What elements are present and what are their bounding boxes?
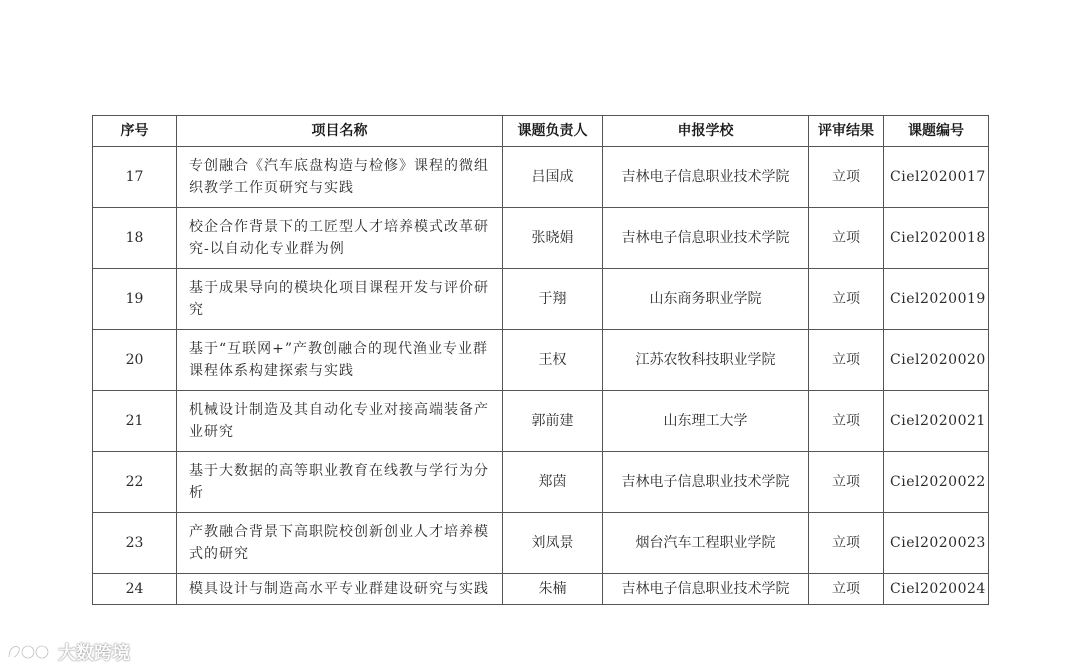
cell-code: Ciel2020021 bbox=[884, 391, 989, 452]
cell-no: 23 bbox=[93, 513, 177, 574]
cell-project-name: 产教融合背景下高职院校创新创业人才培养模式的研究 bbox=[177, 513, 503, 574]
cell-school: 山东理工大学 bbox=[603, 391, 809, 452]
header-no: 序号 bbox=[93, 116, 177, 147]
cell-result: 立项 bbox=[809, 269, 884, 330]
cell-code: Ciel2020018 bbox=[884, 208, 989, 269]
cell-result: 立项 bbox=[809, 208, 884, 269]
table-row bbox=[93, 513, 989, 574]
watermark bbox=[6, 640, 130, 664]
cell-leader: 张晓娟 bbox=[503, 208, 603, 269]
cell-no: 18 bbox=[93, 208, 177, 269]
cell-leader: 朱楠 bbox=[503, 574, 603, 605]
cell-result: 立项 bbox=[809, 513, 884, 574]
cell-school: 吉林电子信息职业技术学院 bbox=[603, 147, 809, 208]
header-school: 申报学校 bbox=[603, 116, 809, 147]
table-row bbox=[93, 269, 989, 330]
cell-code: Ciel2020022 bbox=[884, 452, 989, 513]
cell-school: 吉林电子信息职业技术学院 bbox=[603, 574, 809, 605]
table-row bbox=[93, 391, 989, 452]
cell-code: Ciel2020023 bbox=[884, 513, 989, 574]
cell-project-name: 基于“互联网+”产教创融合的现代渔业专业群课程体系构建探索与实践 bbox=[177, 330, 503, 391]
logo-icon bbox=[6, 641, 52, 663]
cell-code: Ciel2020017 bbox=[884, 147, 989, 208]
cell-result: 立项 bbox=[809, 330, 884, 391]
table-row bbox=[93, 208, 989, 269]
cell-project-name: 校企合作背景下的工匠型人才培养模式改革研究-以自动化专业群为例 bbox=[177, 208, 503, 269]
cell-no: 20 bbox=[93, 330, 177, 391]
cell-no: 19 bbox=[93, 269, 177, 330]
cell-no: 22 bbox=[93, 452, 177, 513]
table-row bbox=[93, 330, 989, 391]
table-row bbox=[93, 147, 989, 208]
cell-leader: 吕国成 bbox=[503, 147, 603, 208]
cell-school: 吉林电子信息职业技术学院 bbox=[603, 208, 809, 269]
header-project-name: 项目名称 bbox=[177, 116, 503, 147]
header-code: 课题编号 bbox=[884, 116, 989, 147]
cell-leader: 郑茵 bbox=[503, 452, 603, 513]
watermark-text: 大数跨境 bbox=[58, 643, 130, 664]
cell-code: Ciel2020024 bbox=[884, 574, 989, 605]
table-header-row bbox=[93, 116, 989, 147]
cell-school: 吉林电子信息职业技术学院 bbox=[603, 452, 809, 513]
cell-school: 江苏农牧科技职业学院 bbox=[603, 330, 809, 391]
cell-no: 24 bbox=[93, 574, 177, 605]
table-row bbox=[93, 574, 989, 605]
cell-project-name: 模具设计与制造高水平专业群建设研究与实践 bbox=[177, 574, 503, 605]
cell-leader: 王权 bbox=[503, 330, 603, 391]
cell-result: 立项 bbox=[809, 147, 884, 208]
table-row bbox=[93, 452, 989, 513]
cell-project-name: 机械设计制造及其自动化专业对接高端装备产业研究 bbox=[177, 391, 503, 452]
cell-leader: 于翔 bbox=[503, 269, 603, 330]
cell-result: 立项 bbox=[809, 391, 884, 452]
cell-project-name: 专创融合《汽车底盘构造与检修》课程的微组织教学工作页研究与实践 bbox=[177, 147, 503, 208]
header-result: 评审结果 bbox=[809, 116, 884, 147]
cell-code: Ciel2020020 bbox=[884, 330, 989, 391]
cell-leader: 郭前建 bbox=[503, 391, 603, 452]
header-leader: 课题负责人 bbox=[503, 116, 603, 147]
cell-no: 17 bbox=[93, 147, 177, 208]
project-table bbox=[92, 115, 989, 605]
cell-project-name: 基于成果导向的模块化项目课程开发与评价研究 bbox=[177, 269, 503, 330]
cell-project-name: 基于大数据的高等职业教育在线教与学行为分析 bbox=[177, 452, 503, 513]
cell-school: 山东商务职业学院 bbox=[603, 269, 809, 330]
cell-leader: 刘凤景 bbox=[503, 513, 603, 574]
cell-result: 立项 bbox=[809, 452, 884, 513]
cell-school: 烟台汽车工程职业学院 bbox=[603, 513, 809, 574]
cell-code: Ciel2020019 bbox=[884, 269, 989, 330]
cell-result: 立项 bbox=[809, 574, 884, 605]
cell-no: 21 bbox=[93, 391, 177, 452]
